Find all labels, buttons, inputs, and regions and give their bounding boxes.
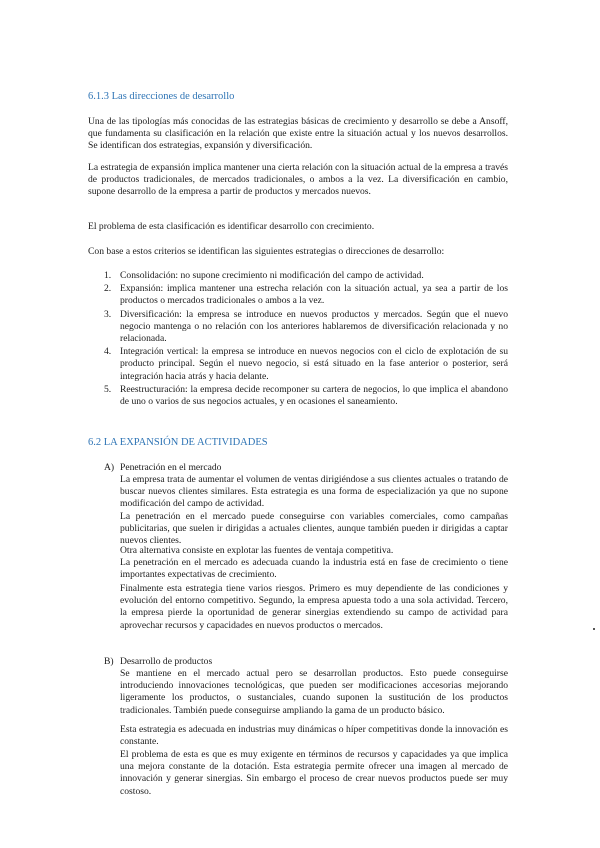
subsection-label-a: A): [104, 462, 115, 473]
margin-mark: [593, 628, 595, 630]
paragraph-problem: El problema de esta clasificación es identificar desarrollo con crecimiento.: [88, 221, 375, 232]
subsection-label-b: B): [104, 656, 114, 667]
list-item: 2. Expansión: implica mantener una estrecha relación con la situación actual, ya sea a partir de los productos o mercados tradicionales o ambos a la vez.: [104, 283, 508, 307]
paragraph-criteria: Con base a estos criterios se identifican las siguientes estrategias o direcciones de desarrollo:: [88, 246, 445, 257]
paragraph-expansion: La estrategia de expansión implica mantener una cierta relación con la situación actual de la empresa a través de productos tradicionales, de mercados tradicionales, o ambos a la vez. La diversificación en cambio, supone desarrollo de la empresa a partir de productos y mercados nuevos.: [88, 162, 508, 198]
list-item: 4. Integración vertical: la empresa se introduce en nuevos negocios con el ciclo de explotación de su producto principal. Según el nuevo negocio, si está situado en la fase anterior o posterior, será integración hacia atrás y hacia delante.: [104, 346, 508, 382]
paragraph-penetracion-1: La empresa trata de aumentar el volumen de ventas dirigiéndose a sus clientes actuales o tratando de buscar nuevos clientes similares. Esta estrategia es una forma de especialización ya que no supone modificación del campo de actividad.: [120, 474, 508, 510]
paragraph-penetracion-5: Finalmente esta estrategia tiene varios riesgos. Primero es muy dependiente de las condiciones y evolución del entorno competitivo. Segundo, la empresa apuesta todo a una sola actividad. Tercero, la empresa pierde la oportunidad de generar sinergias extendiendo su campo de actividad para aprovechar recursos y capacidades en nuevos productos o mercados.: [120, 583, 508, 631]
list-item: 3. Diversificación: la empresa se introduce en nuevos productos y mercados. Según que el nuevo negocio mantenga o no relación con los anteriores hablaremos de diversificación relacionada y no relacionada.: [104, 308, 508, 345]
list-item: 1. Consolidación: no supone crecimiento ni modificación del campo de actividad.: [104, 270, 424, 281]
paragraph-desarrollo-3: El problema de esta es que es muy exigente en términos de recursos y capacidades ya que implica una mejora constante de la dotación. Esta estrategia permite ofrecer una imagen al mercado de innovación y generar sinergias. Sin embargo el proceso de crear nuevos productos puede ser muy costoso.: [120, 749, 508, 797]
subsection-title-desarrollo: Desarrollo de productos: [120, 656, 213, 667]
strategies-list: [88, 270, 508, 409]
paragraph-ansoff: Una de las tipologías más conocidas de las estrategias básicas de crecimiento y desarrollo se debe a Ansoff, que fundamenta su clasificación en la relación que existe entre la situación actual y los nuevos desarrollos. Se identifican dos estrategias, expansión y diversificación.: [88, 116, 508, 152]
paragraph-desarrollo-1: Se mantiene en el mercado actual pero se desarrollan productos. Esto puede conseguirse introduciendo innovaciones tecnológicas, que pueden ser modificaciones accesorias mejorando ligeramente los productos, o sustanciales, cuando suponen la sustitución de los productos tradicionales. También puede conseguirse ampliando la gama de un producto básico.: [120, 668, 508, 716]
list-item: 5. Reestructuración: la empresa decide recomponer su cartera de negocios, lo que implica el abandono de uno o varios de sus negocios actuales, y en ocasiones el saneamiento.: [104, 383, 508, 408]
paragraph-penetracion-4: La penetración en el mercado es adecuada cuando la industria está en fase de crecimiento o tiene importantes expectativas de crecimiento.: [120, 557, 508, 581]
paragraph-penetracion-2: La penetración en el mercado puede conseguirse con variables comerciales, como campañas publicitarias, que suelen ir dirigidas a actuales clientes, aunque también pueden ir dirigidas a captar nuevos clientes.: [120, 511, 508, 547]
paragraph-desarrollo-2: Esta estrategia es adecuada en industrias muy dinámicas o híper competitivas donde la innovación es constante.: [120, 724, 508, 748]
section-heading-6-2: 6.2 LA EXPANSIÓN DE ACTIVIDADES: [88, 437, 268, 448]
section-heading-6-1-3: 6.1.3 Las direcciones de desarrollo: [88, 91, 235, 102]
subsection-title-penetracion: Penetración en el mercado: [120, 462, 222, 473]
paragraph-penetracion-3: Otra alternativa consiste en explotar las fuentes de ventaja competitiva.: [120, 545, 394, 556]
